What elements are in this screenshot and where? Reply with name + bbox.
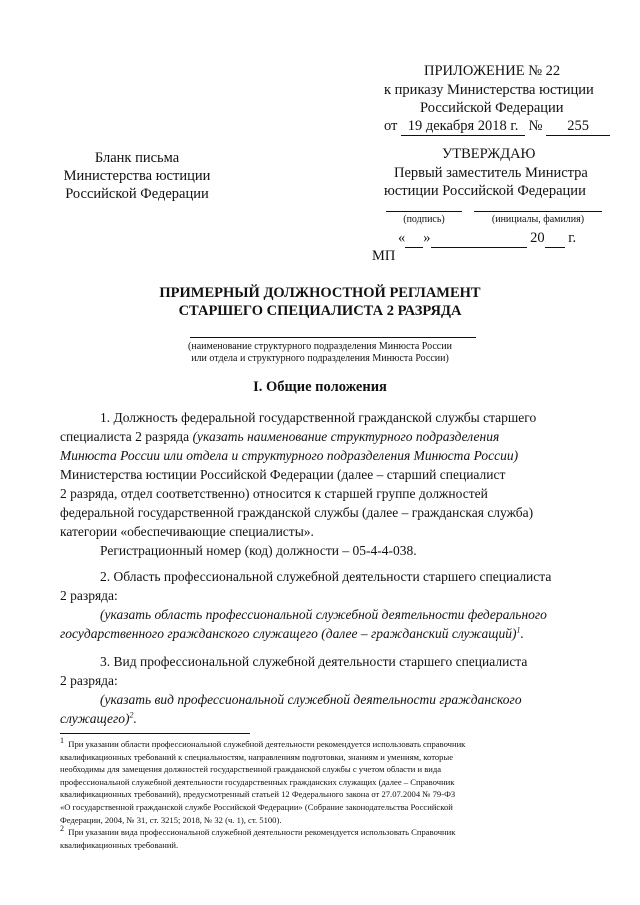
- p1-reg-number: Регистрационный номер (код) должности – 05-4-4-038.: [100, 543, 417, 558]
- p1-line6: федеральной государственной гражданской службы (далее – гражданская служба): [60, 505, 534, 520]
- appendix-date-line: [384, 118, 610, 136]
- paragraph-1: [60, 408, 605, 560]
- doc-title-line1: ПРИМЕРНЫЙ ДОЛЖНОСТНОЙ РЕГЛАМЕНТ: [159, 285, 481, 301]
- footnote-1-line6: «О государственной гражданской службе Российской Федерации» (Собрание законодательства Российской: [60, 801, 453, 812]
- p1-line2: [60, 427, 605, 446]
- name-line: [474, 211, 602, 212]
- p3-line2: 2 разряда:: [60, 673, 118, 688]
- appendix-title: ПРИЛОЖЕНИЕ № 22: [424, 63, 561, 79]
- unit-name-line: [190, 337, 476, 338]
- p3-line3: (указать вид профессиональной служебной деятельности гражданского: [100, 692, 522, 707]
- blank-line2: Министерства юстиции: [63, 168, 211, 184]
- approve-line2: юстиции Российской Федерации: [384, 183, 586, 199]
- footnote-1-line3: необходимы для замещения должностей государственной гражданской службы с учетом области и вида: [60, 764, 442, 775]
- unit-hint-line1: (наименование структурного подразделения Минюста России: [188, 341, 452, 352]
- p1-line4: Министерства юстиции Российской Федерации (далее – старший специалист: [60, 467, 506, 482]
- appendix-num-value: 255: [546, 118, 610, 136]
- signature-label: (подпись): [403, 214, 445, 225]
- blank-line1: Бланк письма: [94, 150, 180, 166]
- approve-date-line: [398, 230, 576, 248]
- letter-blank: [52, 149, 222, 203]
- paragraph-3: [60, 652, 605, 728]
- p3-line4: служащего)$^2$.: [60, 710, 137, 726]
- footnote-1-line7: Федерации, 2004, № 31, ст. 3215; 2018, № 32 (ч. 1), ст. 5100).: [60, 814, 282, 825]
- p2-line4-text: государственного гражданского служащего (далее – гражданский служащий): [60, 626, 517, 641]
- appendix-date-value: 19 декабря 2018 г.: [401, 118, 525, 136]
- paragraph-2: [60, 567, 605, 643]
- date-month-blank: [431, 230, 527, 248]
- date-open-quote: «: [398, 230, 406, 246]
- p2-line2: 2 разряда:: [60, 588, 118, 603]
- blank-line3: Российской Федерации: [65, 186, 209, 202]
- footnote-2-line1: $^2$ При указании вида профессиональной служебной деятельности рекомендуется использовать Справочник: [60, 824, 456, 838]
- section-heading: I. Общие положения: [253, 379, 387, 395]
- p1-line3: Минюста России или отдела и структурного подразделения Минюста России): [60, 448, 519, 463]
- doc-title-line2: СТАРШЕГО СПЕЦИАЛИСТА 2 РАЗРЯДА: [178, 303, 462, 319]
- footnote-2-line2: квалификационных требований.: [60, 839, 179, 850]
- p3-line4-text: служащего): [60, 711, 130, 726]
- p2-line3: (указать область профессиональной служебной деятельности федерального: [100, 607, 547, 622]
- p1-line7: категории «обеспечивающие специалисты».: [60, 524, 314, 539]
- footnote-1-mark: 1: [60, 736, 64, 746]
- p2-line1: 2. Область профессиональной служебной деятельности старшего специалиста: [100, 569, 552, 584]
- p1-line2b: (указать наименование структурного подразделения: [192, 429, 500, 444]
- footnote-1-line4: профессиональной служебной деятельности государственных гражданских служащих (далее – Справочник: [60, 776, 455, 787]
- date-year-blank: [545, 230, 565, 248]
- date-year-prefix: 20: [530, 230, 545, 246]
- footnote-ref-2[interactable]: 2: [129, 710, 134, 720]
- date-close-quote: »: [423, 230, 431, 246]
- date-year-suffix: г.: [568, 230, 577, 246]
- appendix-from-label: от: [384, 118, 398, 134]
- date-day-blank: [405, 230, 423, 248]
- footnote-2-mark: 2: [60, 824, 64, 834]
- p1-line2a: специалиста 2 разряда: [60, 429, 193, 444]
- signature-line: [386, 211, 462, 212]
- unit-hint-line2: или отдела и структурного подразделения Минюста России): [191, 353, 449, 364]
- footnote-ref-1[interactable]: 1: [516, 625, 521, 635]
- stamp-mark: МП: [372, 248, 396, 264]
- footnote-1-line5: квалификационных требований), предусмотренный статьей 12 Федерального закона от 27.07.2004 № 79-ФЗ: [60, 789, 456, 800]
- approve-line1: Первый заместитель Министра: [394, 165, 588, 181]
- footnote-separator: [60, 733, 250, 734]
- footnote-1-line2: квалификационных требований к специальностям, направлениям подготовки, знаниям и умениям, которые: [60, 751, 454, 762]
- approve-title: УТВЕРЖДАЮ: [442, 146, 536, 162]
- appendix-line2: Российской Федерации: [420, 100, 564, 116]
- p2-line4: государственного гражданского служащего (далее – гражданский служащий)$^1$.: [60, 625, 524, 641]
- name-label: (инициалы, фамилия): [491, 214, 585, 225]
- p3-line1: 3. Вид профессиональной служебной деятельности старшего специалиста: [100, 654, 528, 669]
- appendix-line1: к приказу Министерства юстиции: [384, 82, 594, 98]
- appendix-num-label: №: [528, 118, 543, 134]
- footnote-1-line1: $^1$ При указании области профессиональной служебной деятельности рекомендуется использовать справочник: [60, 736, 466, 749]
- p1-line1: 1. Должность федеральной государственной гражданской службы старшего: [100, 410, 537, 425]
- p1-line5: 2 разряда, отдел соответственно) относится к старшей группе должностей: [60, 486, 488, 501]
- footnote-1: [60, 738, 608, 851]
